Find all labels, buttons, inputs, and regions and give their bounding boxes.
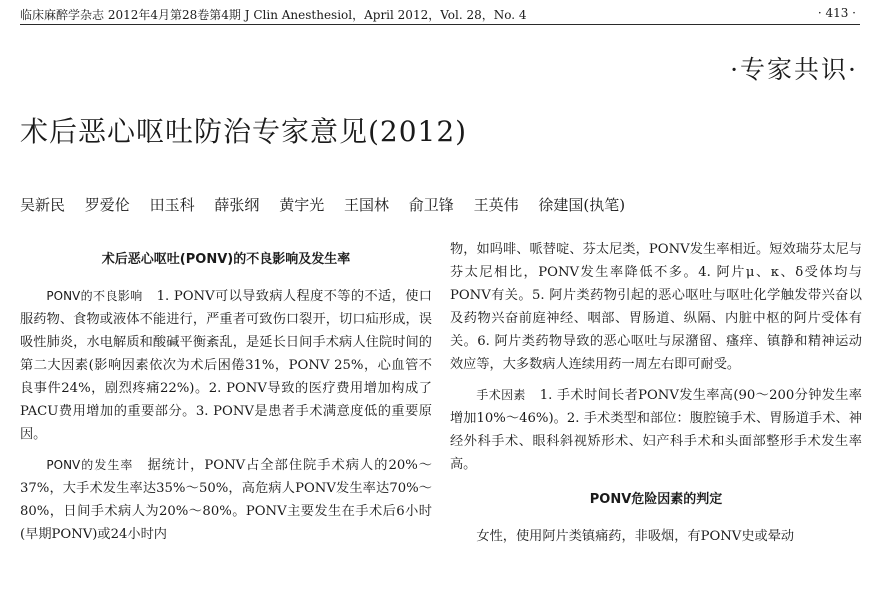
paragraph-text: 1. 手术时间长者PONV发生率高(90～200分钟发生率增加10%～46%)。2. 手术类型和部位：腹腔镜手术、胃肠道手术、神经外科手术、眼科斜视矫形术、妇产科手术和头面部整形手术发生率高。 xyxy=(450,388,862,472)
right-column xyxy=(450,238,862,556)
paragraph-continued: 物，如吗啡、哌替啶、芬太尼类，PONV发生率相近。短效瑞芬太尼与芬太尼相比，PONV发生率降低不多。4. 阿片μ、κ、δ受体均与PONV有关。5. 阿片类药物引起的恶心呕吐与呕吐化学触发带兴奋以及药物兴奋前庭神经、咽部、胃肠道、纵隔、内脏中枢的阿片受体有关。6. 阿片类药物导致的恶心呕吐与尿潴留、瘙痒、镇静和精神运动效应等，大多数病人连续用药一周左右即可耐受。 xyxy=(450,242,862,372)
author: 王英伟 xyxy=(473,196,519,214)
section-tag: ·专家共识· xyxy=(730,55,858,84)
left-column xyxy=(20,248,432,554)
header-rule xyxy=(20,24,860,25)
run-in-label: 手术因素 xyxy=(476,388,526,402)
paragraph-surgical-factors xyxy=(450,384,862,476)
section-heading: PONV危险因素的判定 xyxy=(589,492,723,507)
run-in-label: PONV的不良影响 xyxy=(46,289,143,303)
author: 吴新民 xyxy=(20,196,66,214)
journal-header: 临床麻醉学杂志 2012年4月第28卷第4期 J Clin Anesthesiol，April 2012，Vol. 28，No. 4 xyxy=(20,8,527,22)
run-in-label: PONV的发生率 xyxy=(46,458,134,472)
article-title: 术后恶心呕吐防治专家意见(2012) xyxy=(20,115,468,148)
author: 罗爱伦 xyxy=(84,196,130,214)
paragraph-risk-factors: 女性，使用阿片类镇痛药，非吸烟，有PONV史或晕动 xyxy=(476,529,795,544)
author: 徐建国(执笔) xyxy=(538,196,626,214)
page-number: · 413 · xyxy=(817,6,856,20)
paragraph-adverse-effects xyxy=(20,285,432,446)
paragraph-text: 1. PONV可以导致病人程度不等的不适，使口服药物、食物或液体不能进行，严重者可致伤口裂开，切口疝形成，误吸性肺炎，水电解质和酸碱平衡紊乱，是延长日间手术病人住院时间的第二大因素(影响因素依次为术后困倦31%，PONV 25%，心血管不良事件24%，剧烈疼痛22%)。2. PONV导致的医疗费用增加构成了PACU费用增加的重要部分。3. PONV是患者手术满意度低的重要原因。 xyxy=(20,289,432,442)
author: 王国林 xyxy=(343,196,389,214)
author-list xyxy=(20,194,640,215)
author: 薛张纲 xyxy=(214,196,260,214)
author: 田玉科 xyxy=(149,196,195,214)
author: 黄宇光 xyxy=(279,196,325,214)
section-heading: 术后恶心呕吐(PONV)的不良影响及发生率 xyxy=(101,252,351,267)
author: 俞卫锋 xyxy=(408,196,454,214)
paragraph-incidence xyxy=(20,454,432,546)
paragraph-text: 据统计，PONV占全部住院手术病人的20%～37%，大手术发生率达35%～50%，高危病人PONV发生率达70%～80%，日间手术病人为20%～80%。PONV主要发生在手术后6小时(早期PONV)或24小时内 xyxy=(20,458,432,542)
